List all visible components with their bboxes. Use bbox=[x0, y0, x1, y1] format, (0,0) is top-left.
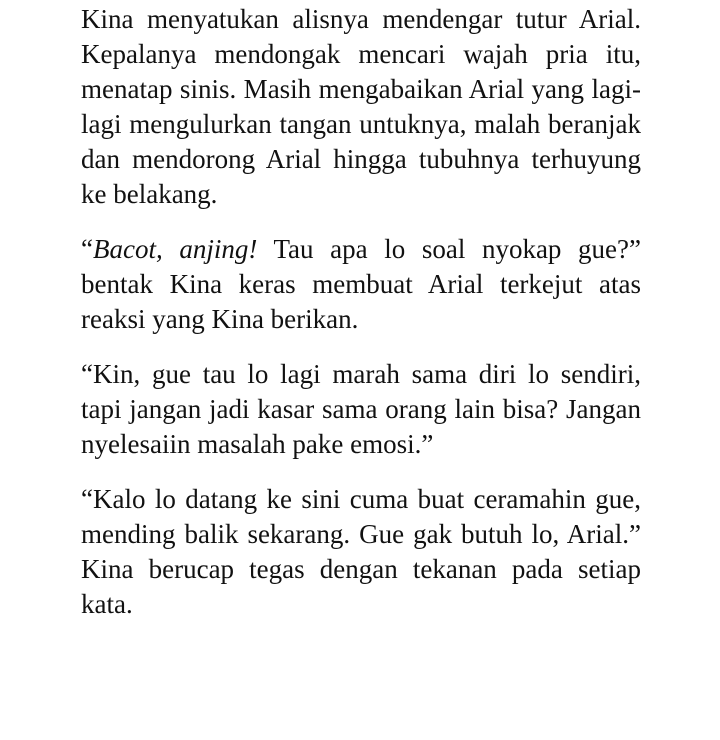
paragraph-2-rest: Tau apa lo soal nyokap gue?” bentak Kina keras membuat Arial terkejut atas reaksi yang Kina berikan. bbox=[81, 234, 641, 334]
open-quote: “ bbox=[81, 234, 93, 264]
italic-phrase: Bacot, anjing! bbox=[92, 234, 258, 264]
paragraph-3: “Kin, gue tau lo lagi marah sama diri lo sendiri, tapi jangan jadi kasar sama orang lain bisa? Jangan nyelesaiin masalah pake emosi.” bbox=[81, 359, 641, 459]
document-page bbox=[81, 2, 641, 622]
paragraph-4: “Kalo lo datang ke sini cuma buat ceramahin gue, mending balik sekarang. Gue gak butuh lo, Arial.” Kina berucap tegas dengan tekanan pada setiap kata. bbox=[81, 484, 641, 619]
paragraph-1: Kina menyatukan alisnya mendengar tutur Arial. Kepalanya mendongak mencari wajah pria itu, menatap sinis. Masih mengabaikan Arial yang lagi-lagi mengulurkan tangan untuknya, malah beranjak dan mendorong Arial hingga tubuhnya terhuyung ke belakang. bbox=[81, 4, 641, 209]
paragraph-2 bbox=[81, 232, 641, 337]
